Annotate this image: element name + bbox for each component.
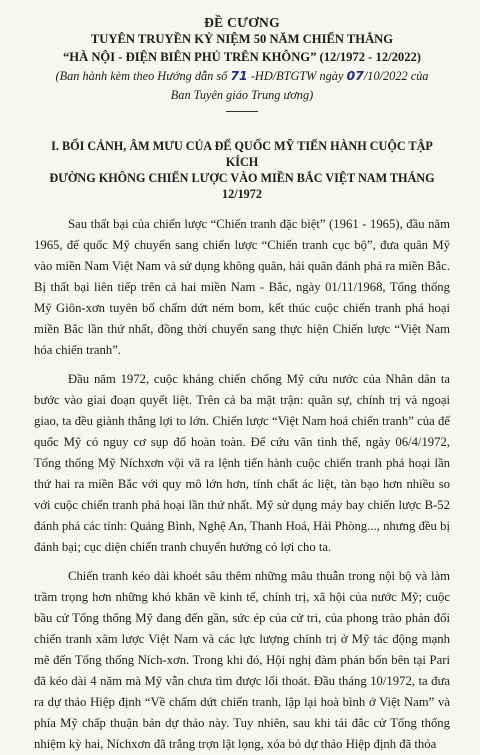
body-text xyxy=(34,214,450,755)
paragraph: Chiến tranh kéo dài khoét sâu thêm những mâu thuẫn trong nội bộ và làm trầm trọng hơn những khó khăn về kinh tế, chính trị, xã hội của nước Mỹ; cuộc bầu cử Tổng thống Mỹ đang đến gần, sức ép của cử tri, của phong trào phản đối chiến tranh xâm lược Việt Nam và các lực lượng chính trị ở Mỹ tác động mạnh mẽ đến Tổng thống Ních-xơn. Trong khi đó, Hội nghị đàm phán bốn bên tại Pari đã kéo dài 4 năm mà Mỹ vẫn chưa tìm được lối thoát. Đầu tháng 10/1972, ta đưa ra dự thảo Hiệp định “Về chấm dứt chiến tranh, lập lại hoà bình ở Việt Nam” và phía Mỹ chấp thuận bản dự thảo này. Tuy nhiên, sau khi tái đắc cử Tổng thống nhiệm kỳ hai, Níchxơn đã trắng trợn lật lọng, xóa bỏ dự thảo Hiệp định đã thỏa xyxy=(34,569,450,751)
header-divider xyxy=(226,111,258,112)
document-title: ĐỀ CƯƠNG xyxy=(204,15,280,30)
document-subtitle-line1: TUYÊN TRUYỀN KỶ NIỆM 50 NĂM CHIẾN THẮNG xyxy=(90,32,394,46)
handwritten-day: 07 xyxy=(346,68,364,83)
document-header xyxy=(34,0,450,112)
issuance-note xyxy=(34,66,450,86)
issuance-note-text: (Ban hành kèm theo Hướng dẫn số xyxy=(55,69,231,83)
section-heading-line2: ĐƯỜNG KHÔNG CHIẾN LƯỢC VÀO MIỀN BẮC VIỆT NAM THÁNG 12/1972 xyxy=(49,171,435,201)
section-heading-line1: I. BỐI CẢNH, ÂM MƯU CỦA ĐẾ QUỐC MỸ TIẾN HÀNH CUỘC TẬP KÍCH xyxy=(51,139,433,169)
issuance-note-text: /10/2022 của xyxy=(363,69,429,83)
document-subtitle-line2: “HÀ NỘI - ĐIỆN BIÊN PHỦ TRÊN KHÔNG” (12/1972 - 12/2022) xyxy=(62,50,421,64)
paragraph: Đầu năm 1972, cuộc kháng chiến chống Mỹ cứu nước của Nhân dân ta bước vào giai đoạn quyết liệt. Trên cả ba mặt trận: quân sự, chính trị và ngoại giao, ta đều giành thắng lợi to lớn. Chiến lược “Việt Nam hoá chiến tranh” của đế quốc Mỹ có nguy cơ sụp đổ hoàn toàn. Để cứu vãn tình thế, ngày 06/4/1972, Tổng thống Mỹ Níchxơn vội vã ra lệnh tiến hành cuộc chiến tranh phá hoại lần thứ hai ra miền Bắc với quy mô lớn hơn, tính chất ác liệt, tàn bạo hơn nhiều so với cuộc chiến tranh phá hoại lần thứ nhất. Mỹ sử dụng máy bay chiến lược B-52 đánh phá các tỉnh: Quảng Bình, Nghệ An, Thanh Hoá, Hải Phòng..., nhưng đều bị đánh bại; cục diện chiến tranh chuyển hướng có lợi cho ta. xyxy=(34,372,450,554)
paragraph: Sau thất bại của chiến lược “Chiến tranh đặc biệt” (1961 - 1965), đầu năm 1965, đế quốc Mỹ chuyển sang chiến lược “Chiến tranh cục bộ”, đưa quân Mỹ vào miền Nam Việt Nam và sử dụng không quân, hải quân đánh phá ra miền Bắc. Bị thất bại liên tiếp trên cả hai miền Nam - Bắc, ngày 01/11/1968, Tổng thống Mỹ Giôn-xơn tuyên bố chấm dứt ném bom, kết thúc cuộc chiến tranh phá hoại miền Bắc lần thứ nhất, đồng thời chuyển sang thực hiện Chiến lược “Việt Nam hóa chiến tranh”. xyxy=(34,217,450,357)
issuance-note-text: -HD/BTGTW ngày xyxy=(247,69,347,83)
handwritten-document-number: 71 xyxy=(230,68,248,83)
section-heading xyxy=(34,138,450,202)
issuing-agency: Ban Tuyên giáo Trung ương) xyxy=(170,88,314,102)
